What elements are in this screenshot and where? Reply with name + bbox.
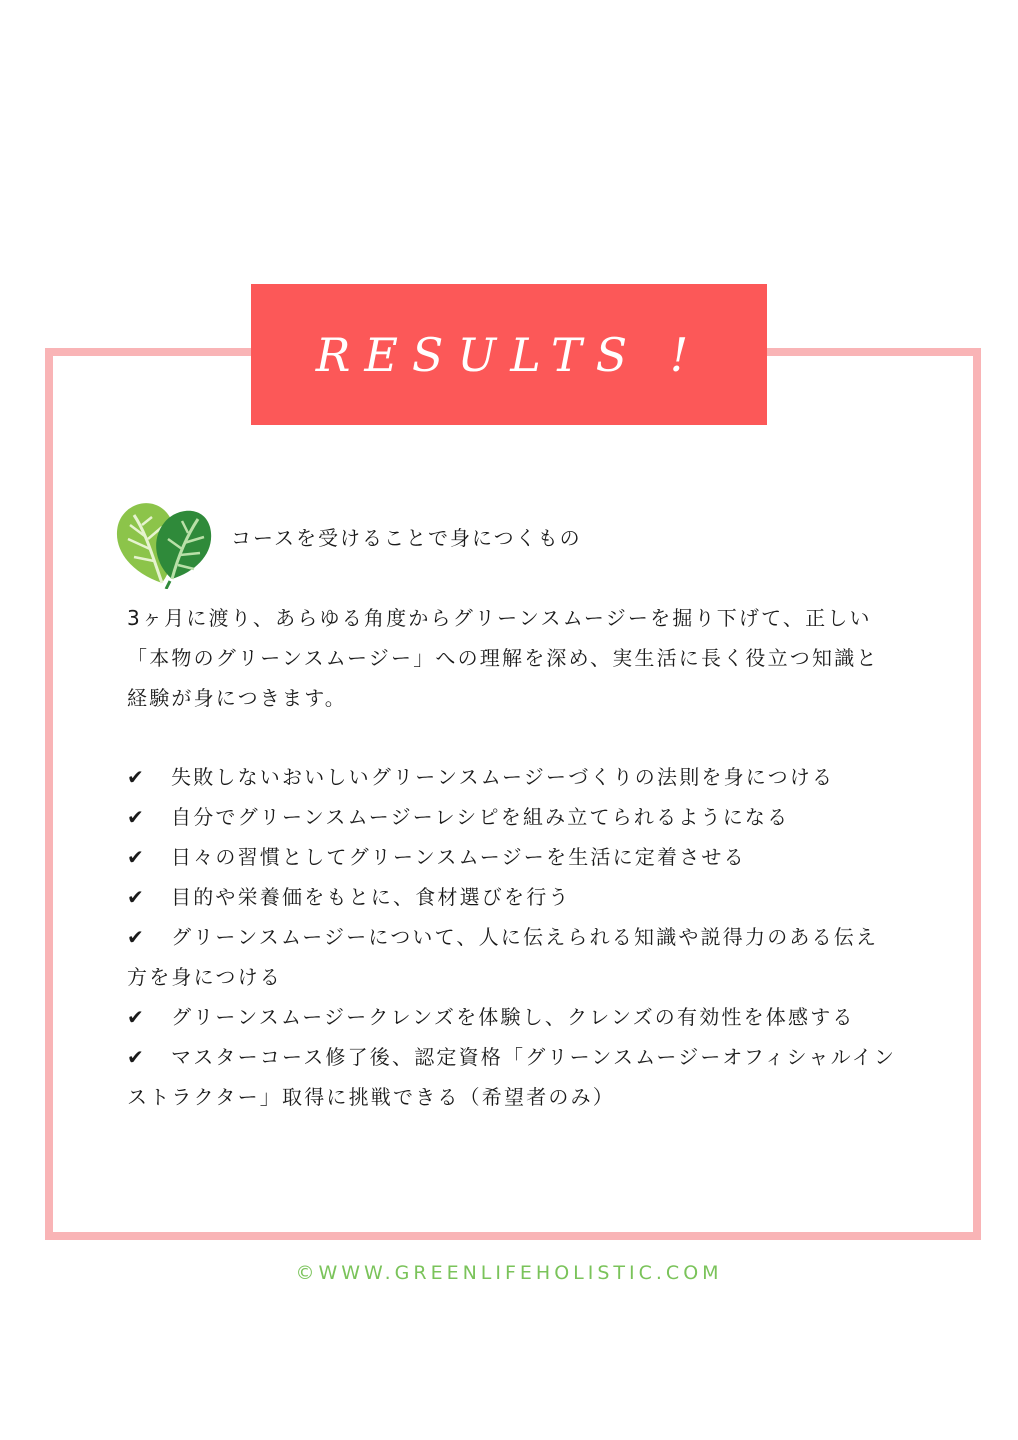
check-mark-icon: ✔: [127, 1005, 146, 1029]
list-item: [127, 757, 897, 797]
list-item-text: 目的や栄養価をもとに、食材選びを行う: [171, 885, 571, 909]
list-item-text: グリーンスムージークレンズを体験し、クレンズの有効性を体感する: [171, 1005, 855, 1029]
spinach-leaves-icon: [112, 495, 216, 589]
list-item-text: 自分でグリーンスムージーレシピを組み立てられるようになる: [171, 805, 790, 829]
list-item-text: 日々の習慣としてグリーンスムージーを生活に定着させる: [171, 845, 746, 869]
list-item: [127, 797, 897, 837]
list-item: [127, 837, 897, 877]
check-mark-icon: ✔: [127, 1045, 146, 1069]
list-item: [127, 997, 897, 1037]
check-mark-icon: ✔: [127, 885, 146, 909]
list-item: [127, 877, 897, 917]
list-item-text: マスターコース修了後、認定資格「グリーンスムージーオフィシャルインストラクター」取得に挑戦できる（希望者のみ）: [127, 1045, 897, 1109]
list-item-text: 失敗しないおいしいグリーンスムージーづくりの法則を身につける: [171, 765, 835, 789]
banner-title: RESULTS !: [315, 327, 703, 382]
check-mark-icon: ✔: [127, 805, 146, 829]
check-mark-icon: ✔: [127, 765, 146, 789]
results-banner: [251, 284, 767, 425]
check-mark-icon: ✔: [127, 845, 146, 869]
list-item-text: グリーンスムージーについて、人に伝えられる知識や説得力のある伝え方を身につける: [127, 925, 879, 989]
section-heading: コースを受けることで身につくもの: [231, 526, 582, 550]
list-item: [127, 1037, 897, 1117]
list-item: [127, 917, 897, 997]
website-footer: ©WWW.GREENLIFEHOLISTIC.COM: [295, 1262, 723, 1284]
intro-paragraph: 3ヶ月に渡り、あらゆる角度からグリーンスムージーを掘り下げて、正しい「本物のグリーンスムージー」への理解を深め、実生活に長く役立つ知識と経験が身につきます。: [127, 606, 879, 710]
benefits-list: [127, 757, 897, 1117]
check-mark-icon: ✔: [127, 925, 146, 949]
